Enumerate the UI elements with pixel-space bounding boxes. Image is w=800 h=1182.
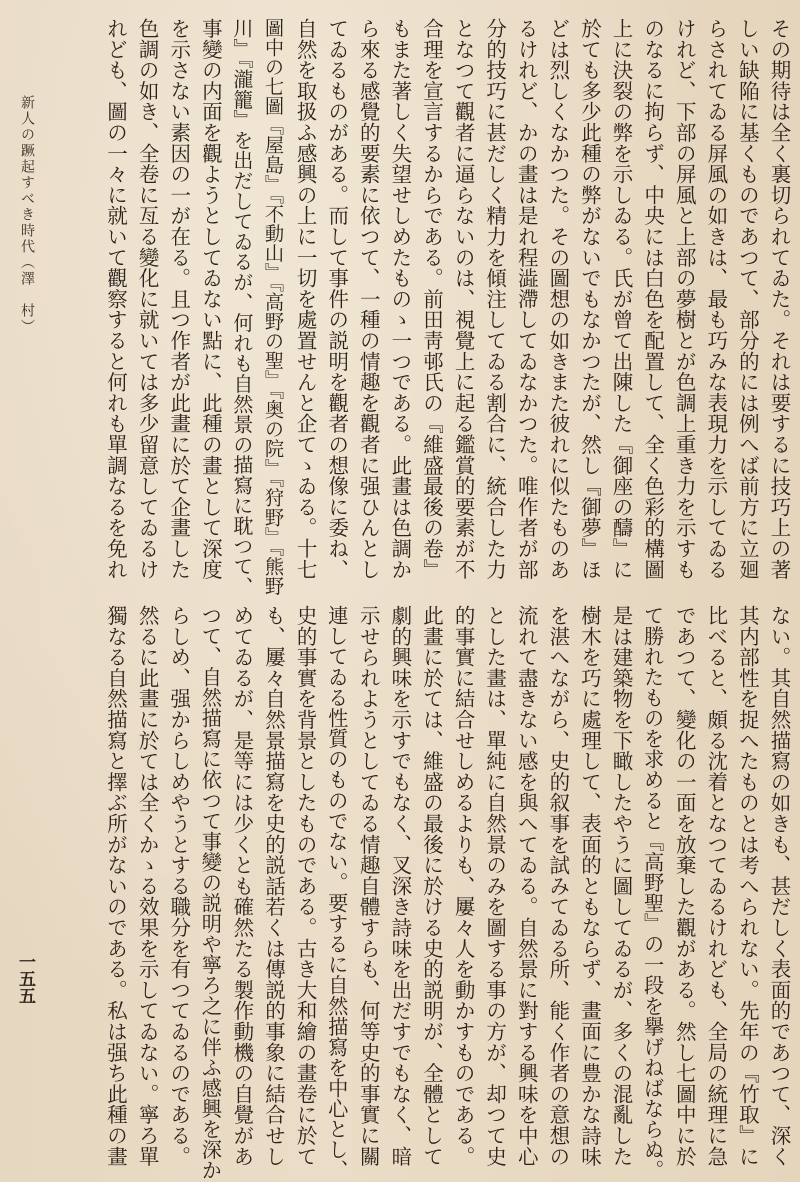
- text-column: 上に決裂の弊を示しゐる。氏が曾て出陳した『御座の醻』に: [609, 18, 634, 580]
- text-column: 比べると、頗る沈着となつてゐるけれども、全局の統理に急: [703, 605, 728, 1167]
- text-column: 合理を宣言するからである。前田靑邨氏の『維盛最後の卷』: [419, 18, 444, 580]
- text-column: を湛へながら、史的叙事を試みてゐる所、能く作者の意想の: [545, 605, 570, 1167]
- text-column: 圖中の七圖『屋島』『不動山』『高野の聖』『奥の院』『狩野』『熊野: [261, 18, 285, 596]
- text-column: 示せられようとしてゐる情趣自體すらも、何等史的事實に關: [356, 605, 381, 1167]
- upper-text-block: [99, 18, 794, 598]
- text-column: 連してゐる性質のものでない。要するに自然描寫を中心とし、: [324, 605, 349, 1181]
- text-column: 事變の内面を觀ようとしてゐない點に、此種の畫として深度: [198, 18, 223, 580]
- text-column: とした畫は、單純に自然景のみを圖する事の方が、却つて史: [482, 605, 507, 1167]
- text-column: 色調の如き、全卷に亙る變化に就いては多少留意してゐるけ: [135, 18, 160, 580]
- text-column: るけれど、かの畫は是れ程澁滯してゐなかつた。唯作者が部: [514, 18, 539, 580]
- page-number: 一五五: [15, 953, 35, 1004]
- text-column: らしめ、强からしめやうとする職分を有つてゐるのである。: [166, 605, 191, 1167]
- text-column: 此畫に於ては、維盛の最後に於ける史的説明が、全體として: [419, 605, 444, 1167]
- text-column: ら來る感覺的要素に依つて、一種の情趣を觀者に强ひんとし: [356, 18, 381, 580]
- text-column: 樹木を巧に處理して、表面的ともならず、畫面に豊かな詩味: [577, 605, 602, 1167]
- text-column: 的事實に結合せしめるよりも、屢々人を動かすものである。: [451, 605, 476, 1167]
- text-column: 獨なる自然描寫と擇ぶ所がないのである。私は强ち此種の畫: [103, 605, 128, 1167]
- text-column: てゐるものがある。而して事件の説明を觀者の想像に委ね、: [324, 18, 349, 580]
- text-column: となつて觀者に逼らないのは、視覺上に起る鑑賞的要素が不: [451, 18, 476, 580]
- text-column: めてゐるが、是等には少くとも確然たる製作動機の自覺があ: [229, 605, 254, 1167]
- text-column: 劇的興味を示すでもなく、叉深き詩味を出だすでもなく、暗: [387, 605, 412, 1167]
- text-column: ない。其自然描寫の如きも、甚だしく表面的であつて、深く: [767, 605, 791, 1167]
- text-column: であつて、變化の一面を放棄した觀がある。然し七圖中に於: [672, 605, 697, 1167]
- text-column: 流れて盡きない感を與へてゐる。自然景に對する興味を中心: [514, 605, 539, 1167]
- text-column: けれど、下部の屏風と上部の夢樹とが色調上重き力を示すも: [672, 18, 697, 580]
- text-column: しい缺陥に基くものであつて、部分的には例へば前方に立廻: [735, 18, 760, 580]
- text-column: らされてゐる屏風の如きは、最も巧みな表現力を示してゐる: [703, 18, 728, 580]
- text-column: 於ても多少此種の弊がないでもなかつたが、然し『御夢』ほ: [577, 18, 602, 580]
- text-column: 自然を取扱ふ感興の上に一切を處置せんと企てゝゐる。十七: [293, 18, 318, 580]
- lower-text-block: [99, 605, 794, 1180]
- text-column: 川』『瀧籠』を出だしてゐるが、何れも自然景の描寫に耽つて、: [229, 18, 254, 597]
- text-column: どは烈しくなかつた。その圖想の如きまた彼れに似たものあ: [545, 18, 570, 580]
- text-column: 然るに此畫に於ては全くかゝる效果を示してゐない。寧ろ單: [135, 605, 160, 1167]
- text-column: もまた著しく失望せしめたものゝ一つである。此畫は色調か: [387, 18, 412, 580]
- text-column: その期待は全く裏切られてゐた。それは要するに技巧上の著: [767, 18, 791, 580]
- text-column: のなるに拘らず、中央には白色を配置して、全く色彩的構圖: [640, 18, 665, 580]
- text-column: 分的技巧に甚だしく精力を傾注してゐる割合に、統合した力: [482, 18, 507, 580]
- text-column: も、屢々自然景描寫を史的説話若くは傳説的事象に結合せし: [261, 605, 286, 1167]
- text-column: を示さない素因の一が在る。且つ作者が此畫に於て企畫した: [166, 18, 191, 580]
- text-column: 其内部性を捉へたものとは考へられない。先年の『竹取』に: [735, 605, 760, 1167]
- text-column: て勝れたものを求めると『高野聖』の一段を擧げねばならぬ。: [640, 605, 665, 1181]
- text-column: つて、自然描寫に依つて事變の説明や寧ろ之に伴ふ感興を深か: [198, 605, 223, 1181]
- running-header: 新人の蹶起すべき時代（澤 村）: [19, 95, 35, 335]
- text-column: 史的事實を背景としたものである。古き大和繪の畫卷に於て: [293, 605, 318, 1167]
- text-column: 是は建築物を下瞰したやうに圖してゐるが、多くの混亂した: [609, 605, 634, 1167]
- text-column: れども、圖の一々に就いて觀察すると何れも單調なるを免れ: [103, 18, 128, 580]
